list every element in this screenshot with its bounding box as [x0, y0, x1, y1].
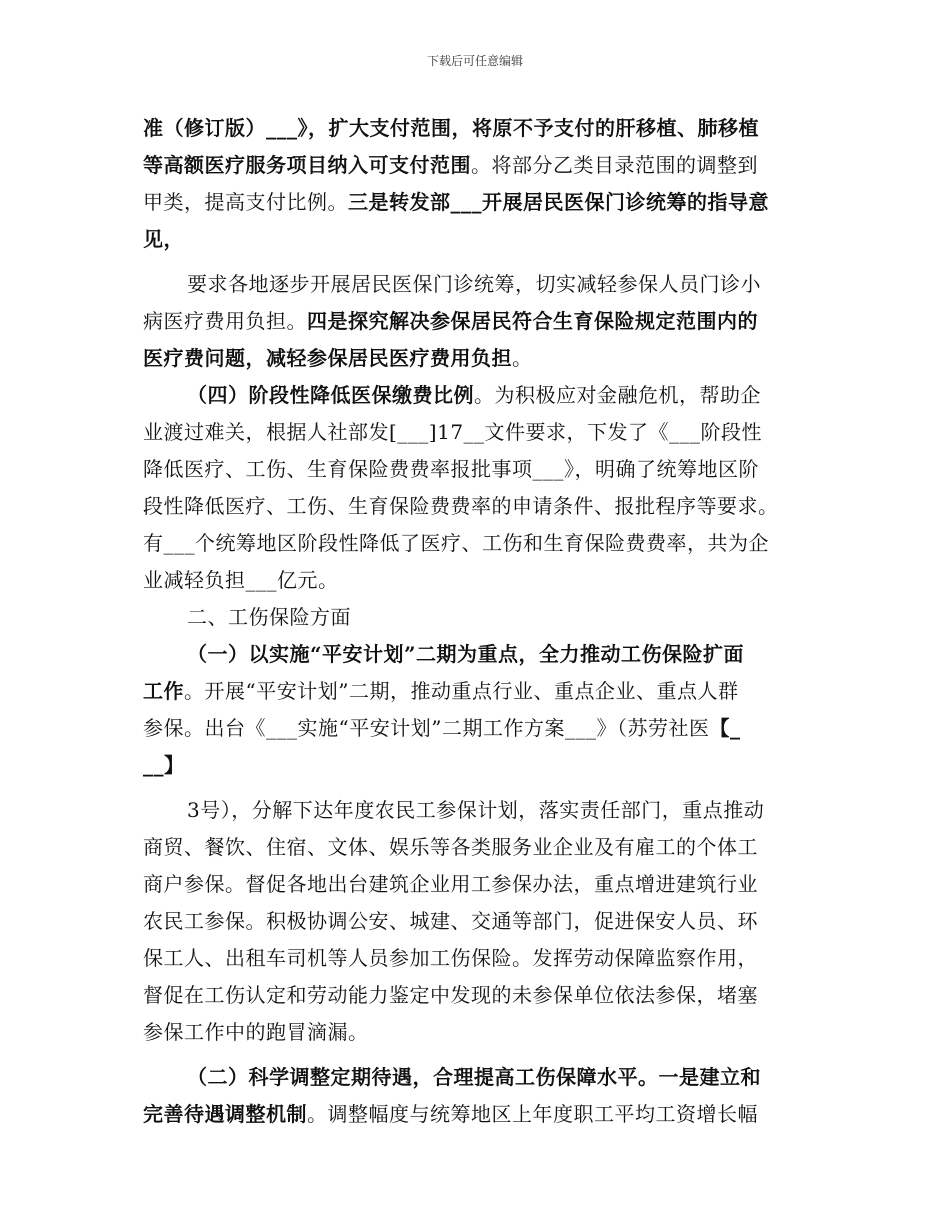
text-segment: 。 — [512, 346, 533, 370]
text-line — [143, 303, 813, 340]
bold-text-segment: 工作 — [143, 679, 184, 703]
text-line — [143, 710, 813, 747]
text-line — [143, 562, 813, 599]
text-line — [143, 221, 813, 258]
text-segment: 降低医疗、工伤、生育保险费费率报批事项___》，明确了统筹地区阶 — [143, 457, 759, 481]
text-segment: 商户参保。督促各地出台建筑企业用工参保办法，重点增进建筑行业 — [143, 872, 758, 896]
text-segment: 参保。出台《___实施“平安计划”二期工作方案___》（苏劳社医 — [143, 716, 710, 740]
bold-text-segment: （一）以实施“平安计划”二期为重点，全力推动工伤保险扩面 — [187, 642, 745, 666]
text-line — [143, 525, 813, 562]
text-line — [143, 266, 813, 303]
text-line — [143, 1059, 813, 1096]
text-segment: 业渡过难关，根据人社部发[___]17__文件要求，下发了《___阶段性 — [143, 420, 763, 444]
text-line — [143, 340, 813, 377]
bold-text-segment: 完善待遇调整机制 — [143, 1102, 307, 1126]
bold-text-segment: 等高额医疗服务项目纳入可支付范围 — [143, 153, 471, 177]
text-line — [143, 184, 813, 221]
text-segment: 参保工作中的跑冒滴漏。 — [143, 1020, 369, 1044]
text-line — [143, 599, 813, 636]
text-segment: 段性降低医疗、工伤、生育保险费费率的申请条件、报批程序等要求。 — [143, 494, 779, 518]
document-body — [143, 110, 813, 1133]
text-line — [143, 792, 813, 829]
bold-text-segment: 【_ — [709, 716, 741, 740]
text-line — [143, 414, 813, 451]
text-line — [143, 829, 813, 866]
text-line — [143, 147, 813, 184]
text-segment: 。开展“平安计划”二期，推动重点行业、重点企业、重点人群 — [184, 679, 739, 703]
text-segment: 3号），分解下达年度农民工参保计划，落实责任部门，重点推动 — [187, 798, 765, 822]
bold-text-segment: 见， — [143, 227, 184, 251]
text-segment: 要求各地逐步开展居民医保门诊统筹，切实减轻参保人员门诊小 — [187, 272, 761, 296]
text-segment: 业减轻负担___亿元。 — [143, 568, 339, 592]
text-line — [143, 110, 813, 147]
text-line — [143, 940, 813, 977]
text-line — [143, 377, 813, 414]
bold-text-segment: 医疗费问题，减轻参保居民医疗费用负担 — [143, 346, 512, 370]
bold-text-segment: （二）科学调整定期待遇，合理提高工伤保障水平。一是建立和 — [187, 1065, 761, 1089]
text-line — [143, 673, 813, 710]
text-segment: 甲类，提高支付比例。 — [143, 190, 348, 214]
text-line — [143, 977, 813, 1014]
text-segment: 保工人、出租车司机等人员参加工伤保险。发挥劳动保障监察作用， — [143, 946, 758, 970]
text-line — [143, 1096, 813, 1133]
text-line — [143, 903, 813, 940]
bold-text-segment: 准（修订版）___》，扩大支付范围，将原不予支付的肝移植、肺移植 — [143, 116, 759, 140]
text-segment: 。为积极应对金融危机，帮助企 — [474, 383, 761, 407]
bold-text-segment: 四是探究解决参保居民符合生育保险规定范围内的 — [307, 309, 758, 333]
text-segment: 。将部分乙类目录范围的调整到 — [471, 153, 758, 177]
bold-text-segment: __】 — [143, 753, 185, 777]
bold-text-segment: （四）阶段性降低医保缴费比例 — [187, 383, 474, 407]
text-segment: 有___个统筹地区阶段性降低了医疗、工伤和生育保险费费率，共为企 — [143, 531, 769, 555]
text-segment: 商贸、餐饮、住宿、文体、娱乐等各类服务业企业及有雇工的个体工 — [143, 835, 758, 859]
text-line — [143, 636, 813, 673]
page-header: 下载后可任意编辑 — [426, 54, 523, 68]
text-segment: 督促在工伤认定和劳动能力鉴定中发现的未参保单位依法参保，堵塞 — [143, 983, 758, 1007]
text-segment: 二、工伤保险方面 — [187, 605, 351, 629]
text-segment: 农民工参保。积极协调公安、城建、交通等部门，促进保安人员、环 — [143, 909, 758, 933]
text-line — [143, 866, 813, 903]
bold-text-segment: 三是转发部___开展居民医保门诊统筹的指导意 — [348, 190, 769, 214]
text-line — [143, 488, 813, 525]
text-segment: 。调整幅度与统筹地区上年度职工平均工资增长幅 — [307, 1102, 758, 1126]
text-segment: 病医疗费用负担。 — [143, 309, 307, 333]
text-line — [143, 1014, 813, 1051]
text-line — [143, 747, 813, 784]
text-line — [143, 451, 813, 488]
